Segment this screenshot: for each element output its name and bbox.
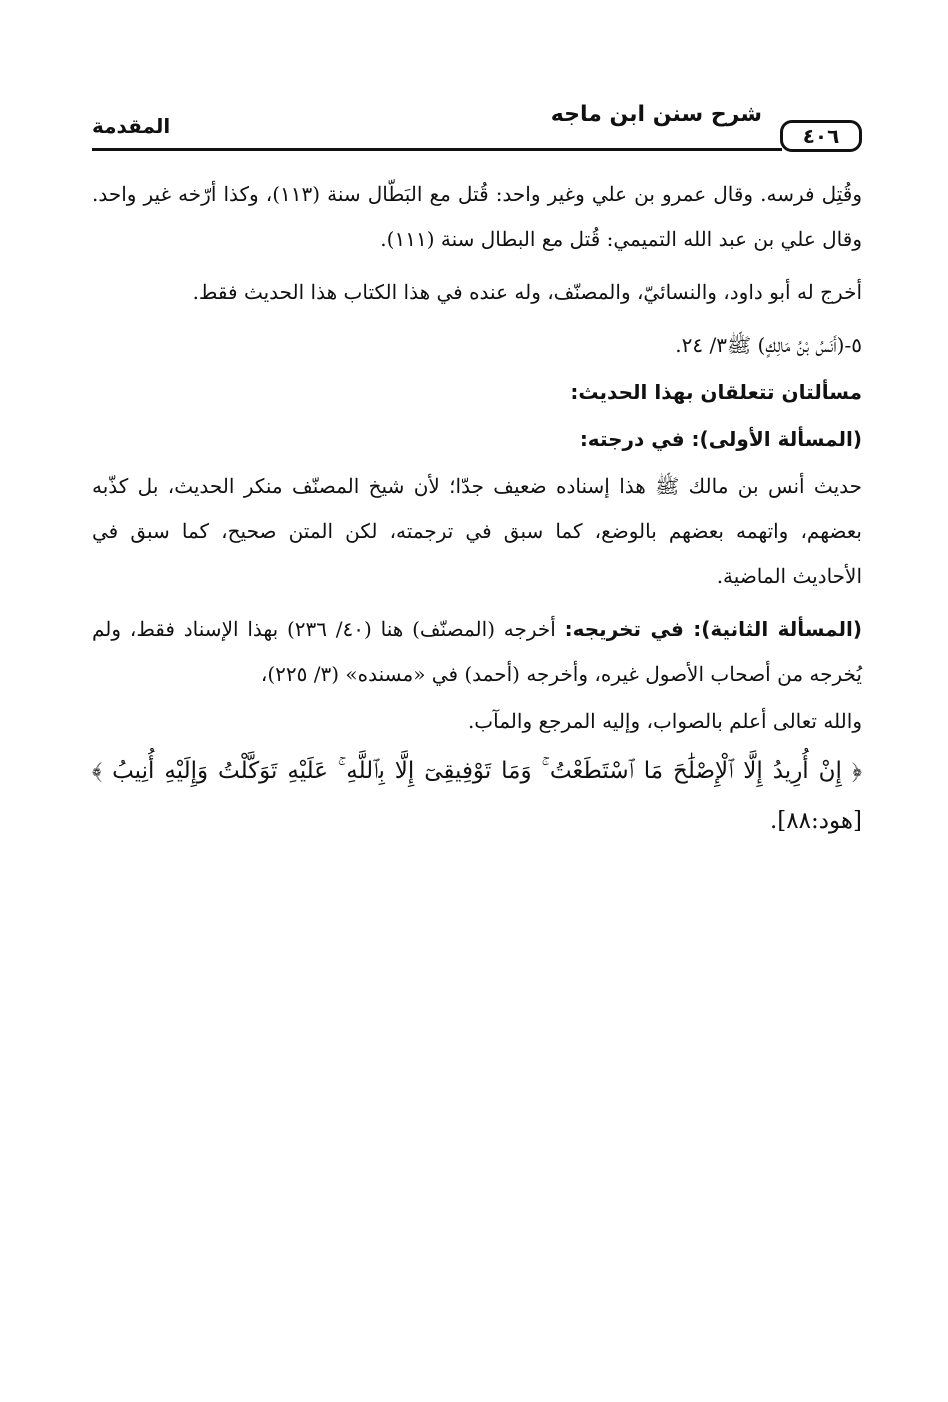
issues-heading: مسألتان تتعلقان بهذا الحديث: <box>570 380 862 404</box>
quran-verse: ﴿ إِنْ أُرِيدُ إِلَّا ٱلْإِصْلَٰحَ مَا ٱسْتَطَعْتُ ۚ وَمَا تَوْفِيقِىٓ إِلَّا بِٱللَّهِ ۚ عَلَيْهِ تَوَكَّلْتُ وَإِلَيْهِ أُنِيبُ ﴾ <box>92 758 862 784</box>
header-rule <box>92 148 782 151</box>
closing-line: والله تعالى أعلم بالصواب، وإليه المرجع والمآب. <box>467 709 862 733</box>
issue1-heading: (المسألة الأولى): في درجته: <box>579 427 862 451</box>
issue2-label: (المسألة الثانية): في تخريجه: <box>564 617 862 641</box>
paragraph-narrator-sources: أخرج له أبو داود، والنسائيّ، والمصنّف، وله عنده في هذا الكتاب هذا الحديث فقط. <box>192 280 862 304</box>
running-header <box>92 100 862 156</box>
narrator-entry: ٥-(أَنَسُ بْنُ مَالِكٍ) ﷺ٣/ ٢٤. <box>675 333 862 357</box>
page-body <box>92 172 862 854</box>
page-number: ٤٠٦ <box>780 120 862 152</box>
quran-paragraph <box>92 746 862 846</box>
quran-reference: [هود:٨٨]. <box>770 808 862 834</box>
issue1-text: حديث أنس بن مالك ﷺ هذا إسناده ضعيف جدّا؛ لأن شيخ المصنّف منكر الحديث، بل كذّبه بعضهم، واتهمه بعضهم بالوضع، كما سبق في ترجمته، لكن المتن صحيح، كما سبق في الأحاديث الماضية. <box>92 474 862 588</box>
section-title: المقدمة <box>92 114 171 138</box>
issue2-paragraph <box>92 607 862 697</box>
book-title: شرح سنن ابن ماجه <box>550 102 762 127</box>
issue2-text: أخرجه (المصنّف) هنا (٤٠/ ٢٣٦) بهذا الإسناد فقط، ولم يُخرجه من أصحاب الأصول غيره، وأخرجه (أحمد) في «مسنده» (٣/ ٢٢٥)، <box>92 617 862 686</box>
paragraph-narrator-death: وقُتِل فرسه. وقال عمرو بن علي وغير واحد: قُتل مع البَطّال سنة (١١٣)، وكذا أرّخه غير واحد. وقال علي بن عبد الله التميمي: قُتل مع البطال سنة (١١١). <box>92 182 863 251</box>
